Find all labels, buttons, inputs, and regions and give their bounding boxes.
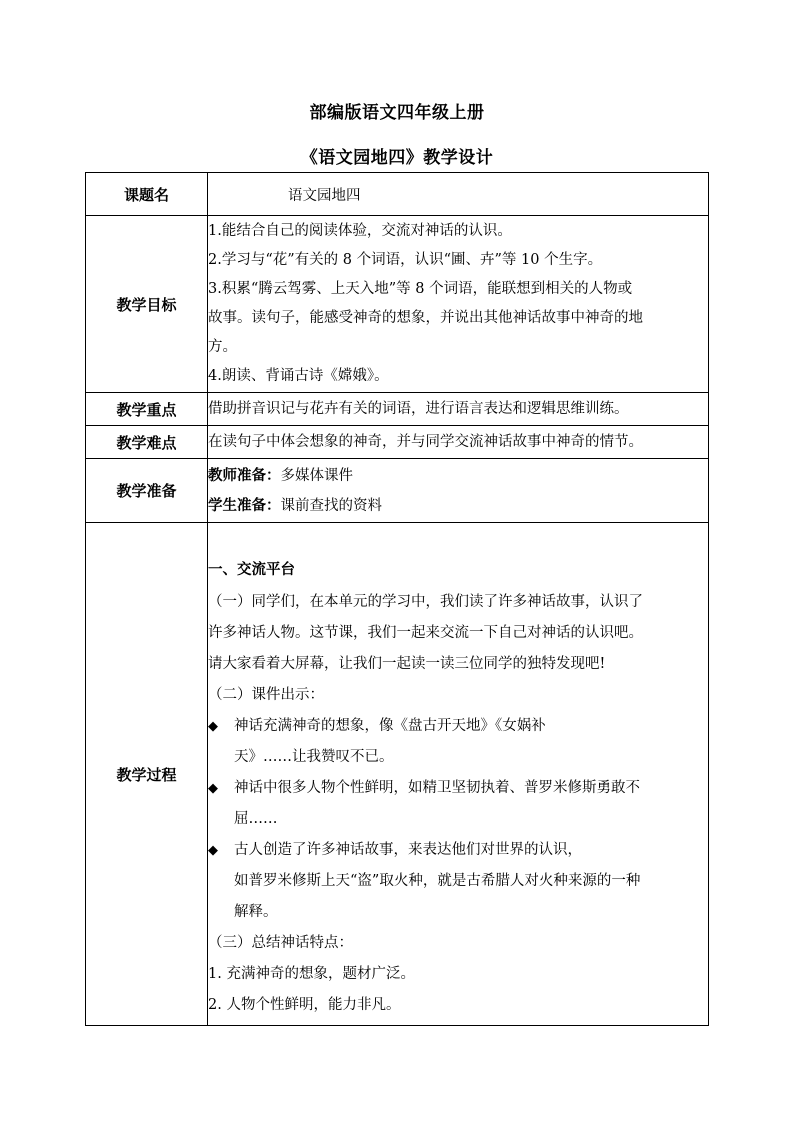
teacher-prep-label: 教师准备： bbox=[208, 466, 281, 484]
label-difficulties: 教学难点 bbox=[86, 426, 208, 459]
section-title: 一、交流平台 bbox=[208, 561, 295, 578]
bullet-continuation: 天》……让我赞叹不已。 bbox=[234, 749, 394, 765]
row-process bbox=[86, 523, 709, 1026]
student-prep-label: 学生准备： bbox=[208, 496, 281, 514]
subheading: （二）课件出示： bbox=[208, 687, 324, 703]
label-process: 教学过程 bbox=[86, 523, 208, 1026]
bullet-continuation: 屈…… bbox=[234, 811, 278, 827]
document-subtitle: 《语文园地四》教学设计 bbox=[300, 148, 494, 168]
goal-line: 2.学习与“花”有关的 8 个词语，认识“圃、卉”等 10 个生字。 bbox=[208, 252, 603, 268]
para-line: 许多神话人物。这节课，我们一起来交流一下自己对神话的认识吧。 bbox=[208, 625, 643, 641]
diamond-bullet-icon: ◆ bbox=[208, 719, 218, 734]
bullet-text: 神话充满神奇的想象，像《盘古开天地》《女娲补 bbox=[234, 718, 546, 734]
diamond-bullet-icon: ◆ bbox=[208, 843, 218, 858]
bullet-text: 神话中很多人物个性鲜明，如精卫坚韧执着、普罗米修斯勇敢不 bbox=[234, 780, 640, 796]
value-difficulties bbox=[208, 426, 709, 459]
row-topic bbox=[86, 173, 709, 216]
goal-line: 1.能结合自己的阅读体验，交流对神话的认识。 bbox=[208, 223, 512, 239]
bullet-continuation: 如普罗米修斯上天“盗”取火种，就是古希腊人对火种来源的一种 bbox=[234, 873, 641, 889]
difficulties-text: 在读句子中体会想象的神奇，并与同学交流神话故事中神奇的情节。 bbox=[208, 433, 643, 450]
row-preparation bbox=[86, 459, 709, 523]
label-key-points: 教学重点 bbox=[86, 393, 208, 426]
summary-line: 2. 人物个性鲜明，能力非凡。 bbox=[208, 997, 401, 1013]
summary-line: 1. 充满神奇的想象，题材广泛。 bbox=[208, 966, 415, 982]
value-key-points bbox=[208, 393, 709, 426]
goal-line: 方。 bbox=[208, 339, 237, 355]
row-difficulties bbox=[86, 426, 709, 459]
value-process bbox=[208, 523, 709, 1026]
value-preparation bbox=[208, 459, 709, 523]
lesson-plan-table bbox=[85, 172, 709, 1026]
row-goals bbox=[86, 216, 709, 393]
teacher-prep bbox=[208, 461, 708, 491]
para-line: 请大家看着大屏幕，让我们一起读一读三位同学的独特发现吧! bbox=[208, 656, 606, 672]
value-topic bbox=[208, 173, 709, 216]
bullet-text: 古人创造了许多神话故事，来表达他们对世界的认识， bbox=[234, 842, 582, 858]
diamond-bullet-icon: ◆ bbox=[208, 781, 218, 796]
document-title: 部编版语文四年级上册 bbox=[309, 103, 485, 123]
value-goals bbox=[208, 216, 709, 393]
student-prep-value: 课前查找的资料 bbox=[280, 497, 382, 514]
bullet-continuation: 解释。 bbox=[234, 904, 278, 920]
label-goals: 教学目标 bbox=[86, 216, 208, 393]
subheading: （三）总结神话特点： bbox=[208, 935, 353, 951]
bullet-item bbox=[208, 711, 708, 742]
para-line: （一）同学们，在本单元的学习中，我们读了许多神话故事，认识了 bbox=[208, 594, 643, 610]
topic-text: 语文园地四 bbox=[288, 187, 361, 204]
key-points-text: 借助拼音识记与花卉有关的词语，进行语言表达和逻辑思维训练。 bbox=[208, 400, 629, 417]
label-preparation: 教学准备 bbox=[86, 459, 208, 523]
goal-line: 故事。读句子，能感受神奇的想象，并说出其他神话故事中神奇的地 bbox=[208, 310, 643, 326]
bullet-item bbox=[208, 773, 708, 804]
goal-line: 3.积累“腾云驾雾、上天入地”等 8 个词语，能联想到相关的人物或 bbox=[208, 281, 633, 297]
goal-line: 4.朗读、背诵古诗《嫦娥》。 bbox=[208, 368, 389, 384]
bullet-item bbox=[208, 835, 708, 866]
label-topic: 课题名 bbox=[86, 173, 208, 216]
teacher-prep-value: 多媒体课件 bbox=[280, 467, 353, 484]
student-prep bbox=[208, 491, 708, 521]
row-key-points bbox=[86, 393, 709, 426]
